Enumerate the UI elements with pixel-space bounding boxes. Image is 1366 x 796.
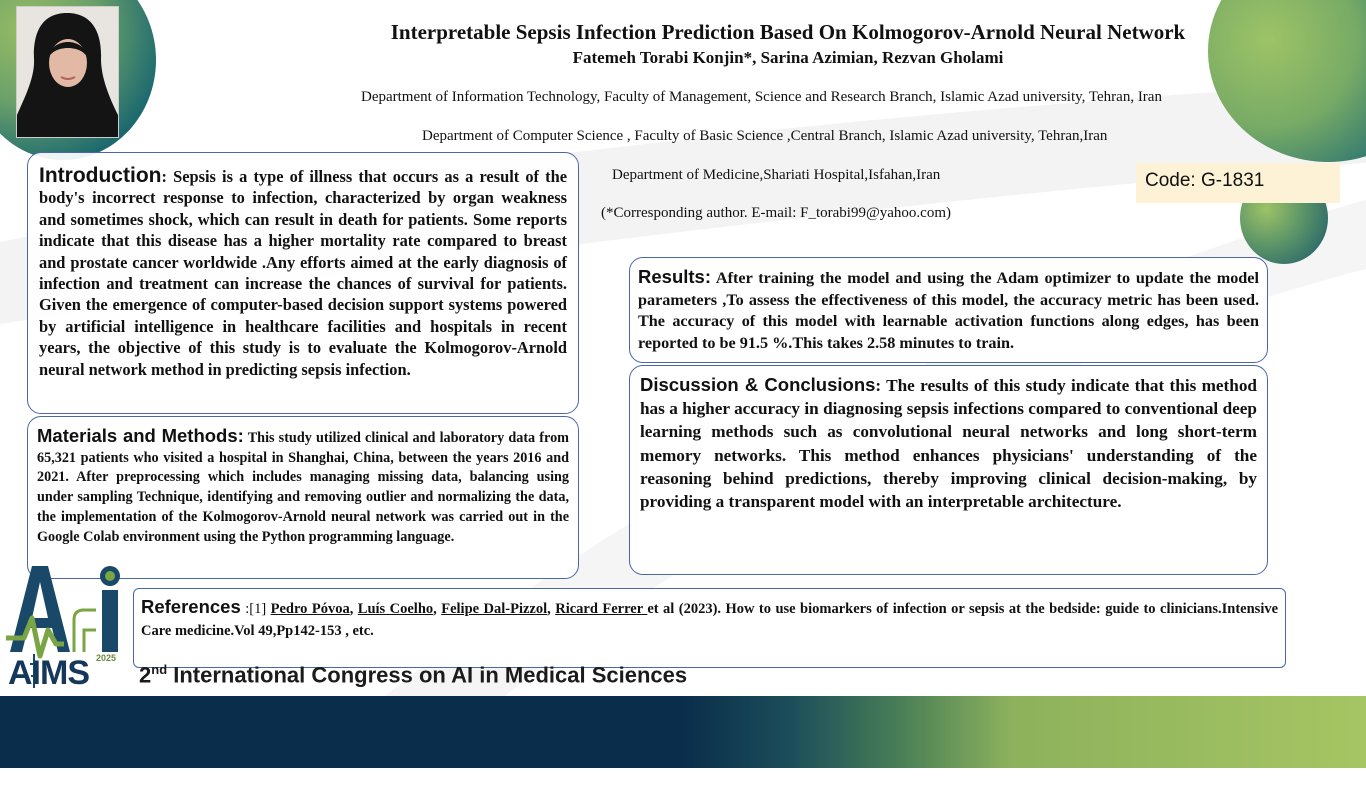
affiliation-2: Department of Computer Science , Faculty of Basic Science ,Central Branch, Islamic Azad university, Tehran,Iran (422, 128, 1108, 144)
aims-logo-text: AIMS (8, 654, 89, 692)
reference-separator: , (349, 601, 358, 617)
introduction-text: : Sepsis is a type of illness that occurs as a result of the body's incorrect response to infection, characterized by organ weakness and sometimes shock, which can result in death for patients. Some reports indicate that this disease has a higher mortality rate compared to breast and prostate cancer worldwide .Any efforts aimed at the early diagnosis of infection and treatment can increase the chances of survival for patients. Given the emergence of computer-based decision support systems powered by artificial intelligence in healthcare facilities and hospitals in recent years, the objective of this study is to evaluate the Kolmogorov-Arnold neural network method in predicting sepsis infection. (39, 167, 567, 379)
footer-band (0, 696, 1366, 768)
reference-author[interactable]: Ricard Ferrer (555, 601, 648, 617)
affiliation-3: Department of Medicine,Shariati Hospital,Isfahan,Iran (612, 167, 941, 183)
author-photo (16, 6, 119, 138)
congress-name: International Congress on AI in Medical Sciences (167, 662, 688, 688)
discussion-text: : The results of this study indicate that this method has a higher accuracy in diagnosing sepsis infections compared to conventional deep learning methods such as convolutional neural networks and long short-term memory networks. This method enhances physicians' understanding of the reasoning behind predictions, thereby improving clinical decision-making, by providing a transparent model with an interpretable architecture. (640, 376, 1257, 512)
reference-author[interactable]: Luís Coelho (357, 601, 434, 617)
reference-rest: et al (2023). How to use biomarkers of infection or sepsis at the bedside: guide to clinicians.Intensive Care medicine.Vol 49,Pp142-153 , etc. (141, 601, 1279, 639)
reference-author[interactable]: Pedro Póvoa (270, 601, 350, 617)
corresponding-author: (*Corresponding author. E-mail: F_torabi99@yahoo.com) (601, 205, 952, 221)
poster-authors: Fatemeh Torabi Konjin*, Sarina Azimian, Rezvan Gholami (572, 48, 1004, 67)
results-box (629, 257, 1268, 363)
affiliation-1: Department of Information Technology, Faculty of Management, Science and Research Branch, Islamic Azad university, Tehran, Iran (361, 89, 1162, 105)
poster-code-badge: Code: G-1831 (1136, 163, 1340, 203)
congress-title (139, 662, 687, 688)
introduction-heading: Introduction (39, 164, 162, 187)
congress-ordinal: 2 (139, 662, 152, 688)
reference-separator: , (433, 601, 442, 617)
methods-box (27, 416, 579, 579)
methods-heading: Materials and Methods: (37, 425, 244, 446)
discussion-box (629, 365, 1268, 575)
references-box (133, 588, 1286, 668)
methods-text: This study utilized clinical and laboratory data from 65,321 patients who visited a hospital in Shanghai, China, between the years 2016 and 2021. After preprocessing which includes managing missing data, balancing using under sampling Technique, identifying and removing outlier and normalizing the data, the implementation of the Kolmogorov-Arnold neural network was carried out in the Google Colab environment using the Python programming language. (37, 430, 569, 545)
discussion-heading: Discussion & Conclusions (640, 374, 876, 395)
poster-title: Interpretable Sepsis Infection Prediction Based On Kolmogorov-Arnold Neural Network (390, 20, 1186, 44)
aims-logo-year: 2025 (96, 653, 117, 663)
reference-separator: , (547, 601, 556, 617)
results-heading: Results: (638, 266, 711, 287)
references-prefix: :[1] (240, 601, 271, 617)
reference-author[interactable]: Felipe Dal-Pizzol (441, 601, 548, 617)
references-heading: References (141, 596, 241, 617)
congress-ordinal-suffix: nd (151, 662, 168, 677)
results-text: After training the model and using the Adam optimizer to update the model parameters ,To assess the effectiveness of this model, the accuracy metric has been used. The accuracy of this model with learnable activation functions along edges, has been reported to be 91.5 %.This takes 2.58 minutes to train. (638, 269, 1259, 352)
introduction-box (27, 152, 579, 414)
